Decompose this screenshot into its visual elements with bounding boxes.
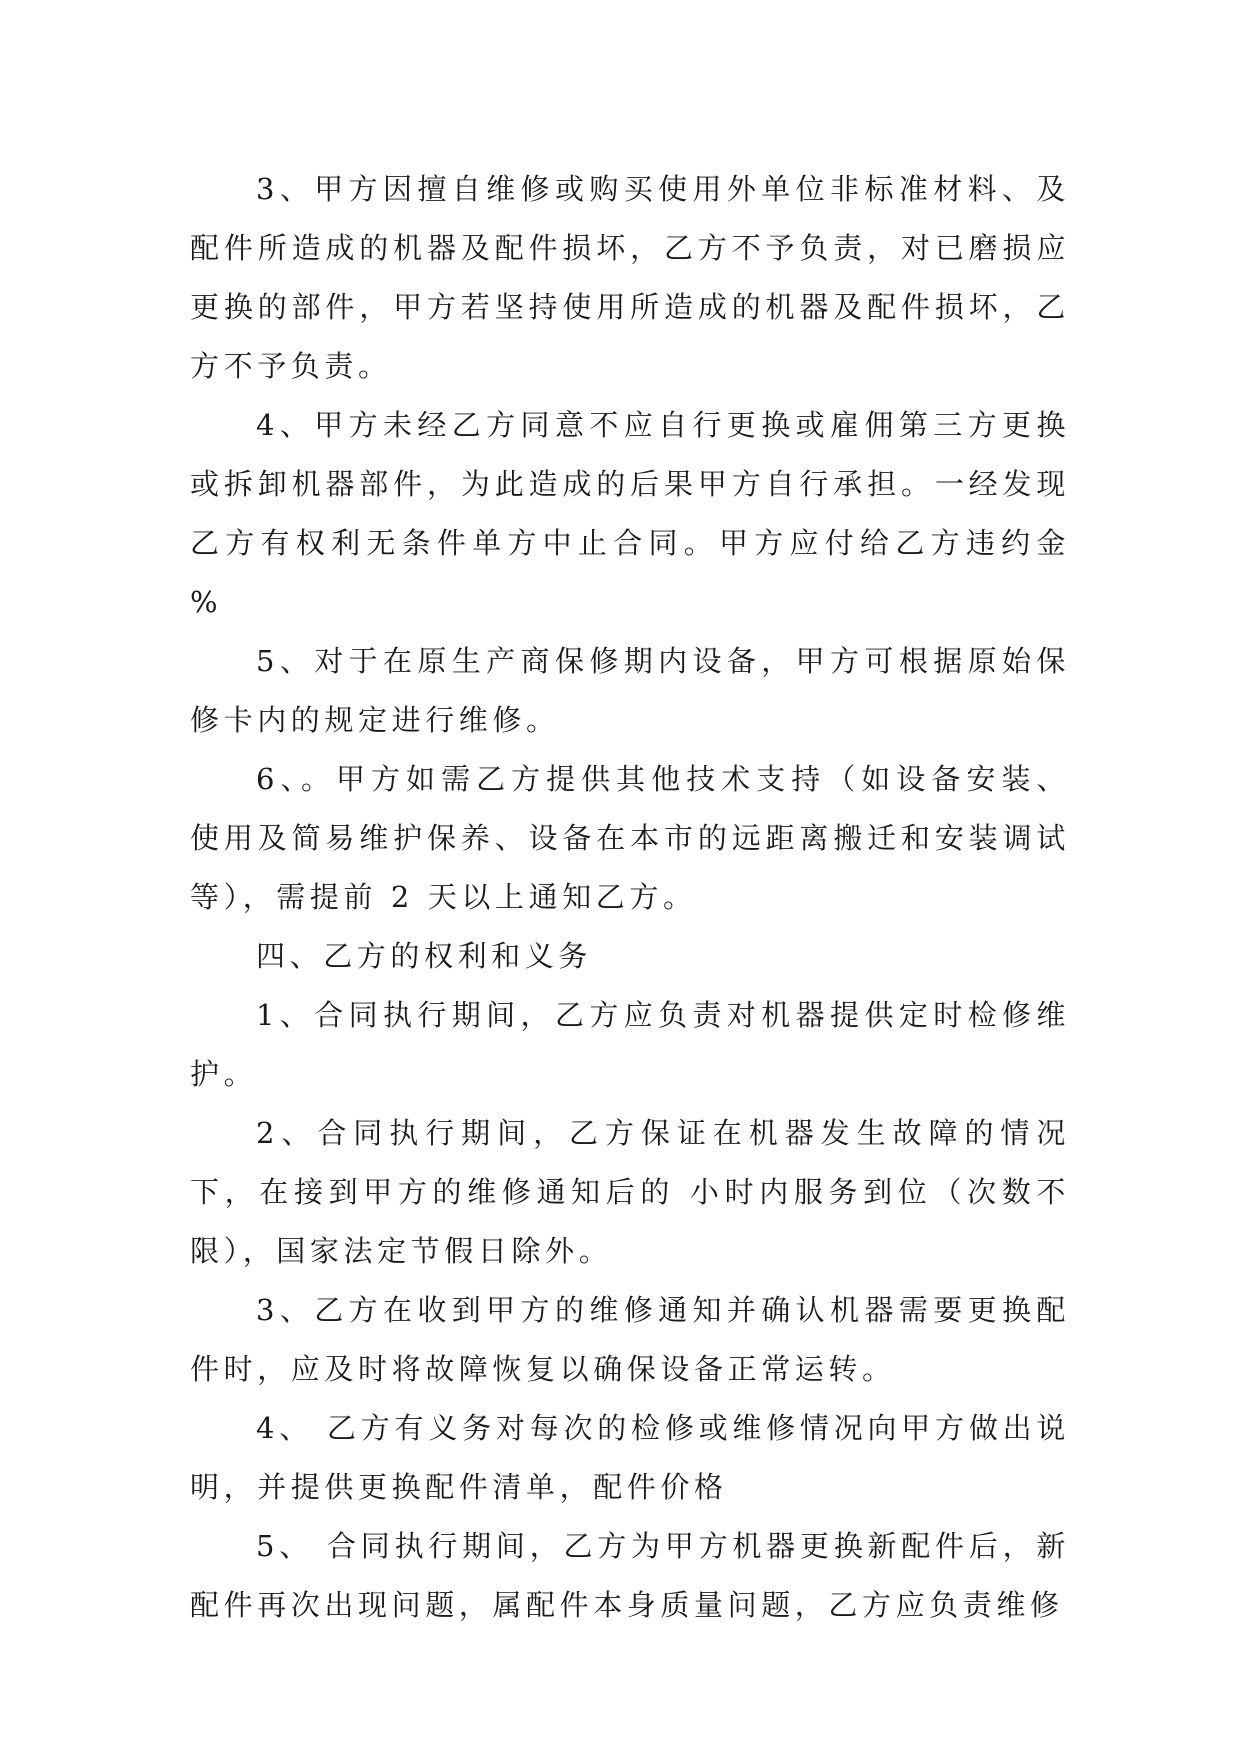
section-heading-party-b-rights: 四、乙方的权利和义务 (256, 939, 593, 973)
paragraph-clause-4-party-a: 4、甲方未经乙方同意不应自行更换或雇佣第三方更换或拆卸机器部件，为此造成的后果甲方自行承担。一经发现乙方有权利无条件单方中止合同。甲方应付给乙方违约金 % (190, 408, 1070, 619)
paragraph-clause-6-party-a: 6、。甲方如需乙方提供其他技术支持（如设备安装、使用及简易维护保养、设备在本市的远距离搬迁和安装调试等），需提前 2 天以上通知乙方。 (190, 762, 1070, 914)
paragraph-clause-5-party-b: 5、 合同执行期间，乙方为甲方机器更换新配件后，新配件再次出现问题，属配件本身质量问题，乙方应负责维修 (190, 1529, 1070, 1622)
paragraph-clause-3-party-b: 3、乙方在收到甲方的维修通知并确认机器需要更换配件时，应及时将故障恢复以确保设备正常运转。 (190, 1293, 1070, 1386)
paragraph-clause-5-party-a: 5、对于在原生产商保修期内设备，甲方可根据原始保修卡内的规定进行维修。 (190, 644, 1070, 737)
paragraph-clause-3-party-a: 3、甲方因擅自维修或购买使用外单位非标准材料、及配件所造成的机器及配件损坏，乙方不予负责，对已磨损应更换的部件，甲方若坚持使用所造成的机器及配件损坏，乙方不予负责。 (190, 172, 1070, 383)
paragraph-clause-2-party-b: 2、合同执行期间，乙方保证在机器发生故障的情况下，在接到甲方的维修通知后的 小时内服务到位（次数不限），国家法定节假日除外。 (190, 1116, 1070, 1268)
paragraph-clause-4-party-b: 4、 乙方有义务对每次的检修或维修情况向甲方做出说明，并提供更换配件清单，配件价格 (190, 1411, 1070, 1504)
document-body (190, 160, 1070, 1635)
paragraph-clause-1-party-b: 1、合同执行期间，乙方应负责对机器提供定时检修维护。 (190, 998, 1070, 1091)
